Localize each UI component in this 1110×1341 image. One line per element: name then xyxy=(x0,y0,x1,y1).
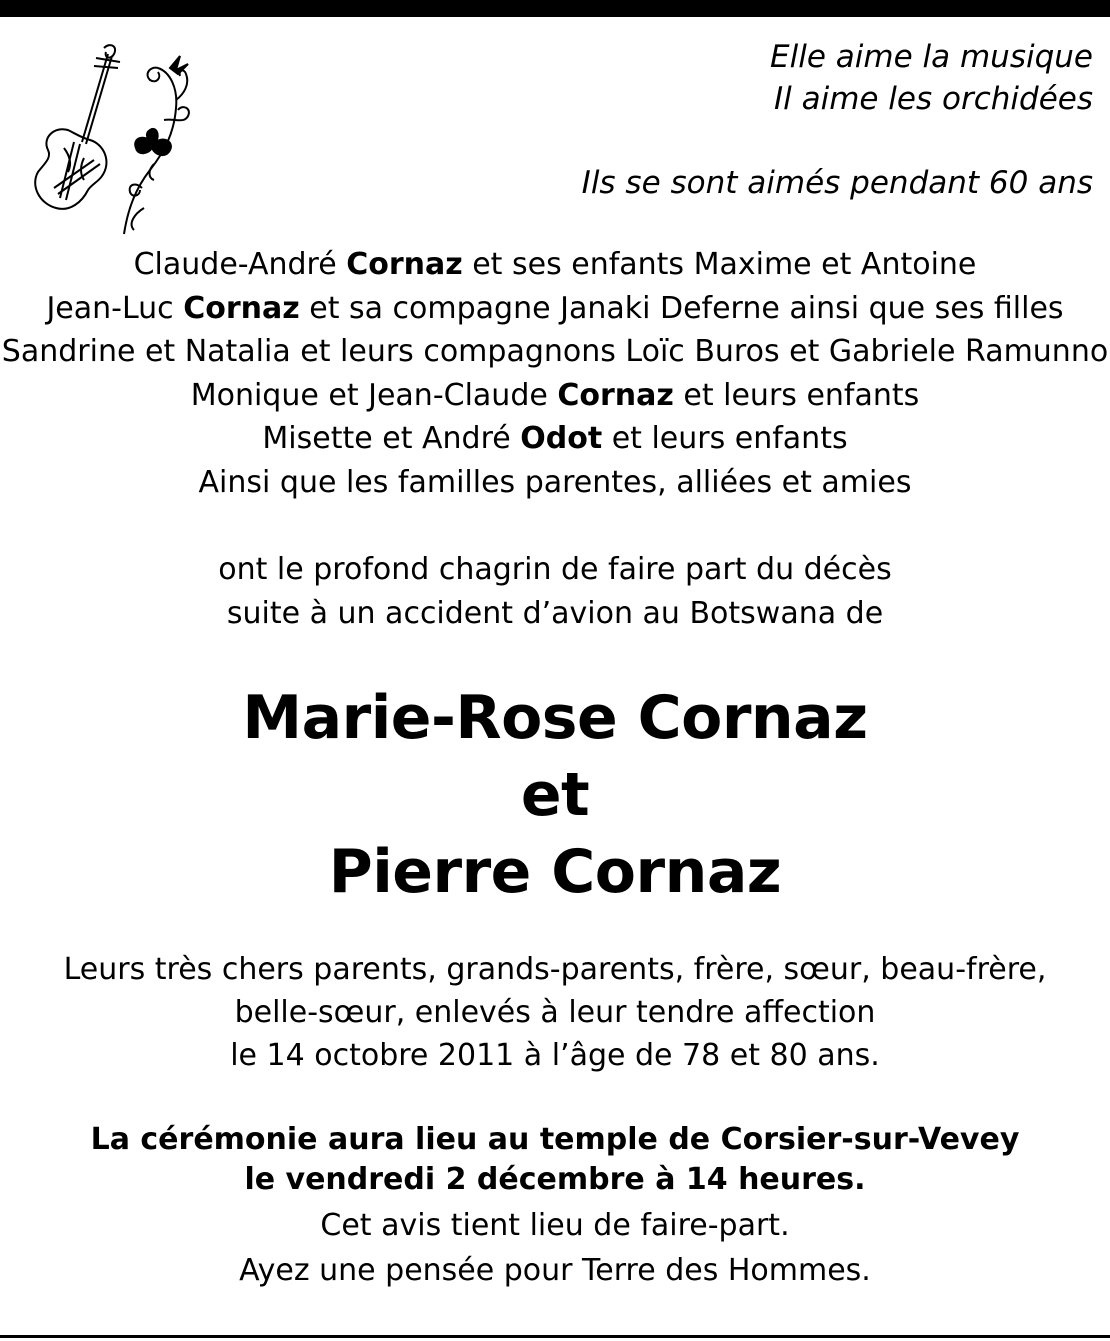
relation-line: le 14 octobre 2011 à l’âge de 78 et 80 ans. xyxy=(230,1038,880,1073)
ornament-illustration xyxy=(24,38,204,238)
deceased-name: Marie-Rose Cornaz xyxy=(242,683,868,753)
announcement xyxy=(0,548,1110,636)
announcement-line: suite à un accident d’avion au Botswana de xyxy=(226,596,884,631)
ceremony-line: le vendredi 2 décembre à 14 heures. xyxy=(244,1162,866,1197)
ceremony-info xyxy=(0,1120,1110,1200)
family-list xyxy=(0,243,1110,504)
family-surname: Odot xyxy=(520,421,603,456)
family-line-post: et leurs enfants xyxy=(673,377,920,413)
motto-line: Elle aime la musique xyxy=(770,39,1093,75)
family-line-post: et ses enfants Maxime et Antoine xyxy=(462,247,977,282)
relation-text xyxy=(0,948,1110,1077)
family-line xyxy=(0,417,1110,461)
note-line: Cet avis tient lieu de faire-part. xyxy=(320,1208,790,1243)
family-line-pre: Monique et Jean-Claude xyxy=(190,377,558,413)
closing-notes xyxy=(0,1203,1110,1293)
family-line-pre: Jean-Luc xyxy=(46,290,184,326)
family-line xyxy=(0,287,1110,331)
motto-block xyxy=(393,36,1093,204)
relation-line: Leurs très chers parents, grands-parents, frère, sœur, beau-frère, xyxy=(63,952,1047,987)
family-surname: Cornaz xyxy=(557,377,674,413)
deceased-conjunction: et xyxy=(520,760,590,830)
family-line xyxy=(0,374,1110,418)
motto-line: Il aime les orchidées xyxy=(773,81,1093,117)
ceremony-line: La cérémonie aura lieu au temple de Corsier-sur-Vevey xyxy=(90,1122,1020,1157)
family-line xyxy=(0,243,1110,287)
announcement-line: ont le profond chagrin de faire part du décès xyxy=(218,552,892,587)
note-line: Ayez une pensée pour Terre des Hommes. xyxy=(239,1253,871,1288)
family-line-pre: Misette et André xyxy=(262,421,521,456)
top-border-rule xyxy=(0,0,1110,17)
violin-icon xyxy=(35,45,120,209)
family-line-post: et leurs enfants xyxy=(602,421,848,456)
family-line-pre: Claude-André xyxy=(133,247,347,282)
family-line-post: et sa compagne Janaki Deferne ainsi que ses filles xyxy=(299,290,1064,326)
motto-line: Ils se sont aimés pendant 60 ans xyxy=(581,165,1093,201)
orchid-flower-icon xyxy=(124,56,189,234)
deceased-names xyxy=(0,680,1110,911)
deceased-name: Pierre Cornaz xyxy=(328,837,782,907)
family-surname: Cornaz xyxy=(183,290,300,326)
family-surname: Cornaz xyxy=(346,247,463,282)
relation-line: belle-sœur, enlevés à leur tendre affection xyxy=(234,995,876,1030)
bottom-border-rule xyxy=(0,1335,1110,1338)
family-line: Ainsi que les familles parentes, alliées et amies xyxy=(198,464,912,500)
family-line: Sandrine et Natalia et leurs compagnons Loïc Buros et Gabriele Ramunno xyxy=(1,334,1109,369)
